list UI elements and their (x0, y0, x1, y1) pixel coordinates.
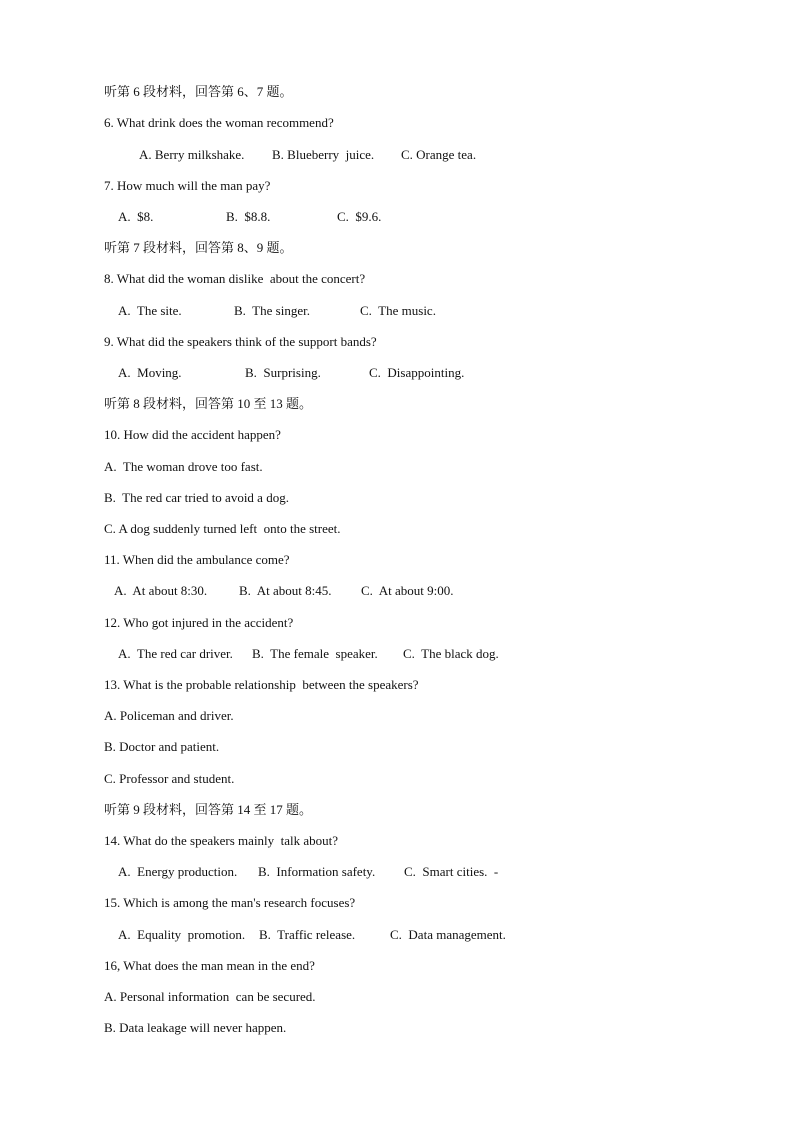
question-15-options (118, 927, 506, 943)
option-c: C. Disappointing. (369, 365, 465, 380)
question-8-options (118, 303, 436, 319)
question-13: 13. What is the probable relationship between the speakers? (104, 677, 419, 692)
option-a: A. The red car driver. (118, 646, 233, 661)
option-c: C. $9.6. (337, 209, 382, 224)
option-a: A. Energy production. (118, 864, 238, 879)
option-b: B. $8.8. (226, 209, 271, 224)
question-11-options (114, 583, 453, 599)
question-16-option-a: A. Personal information can be secured. (104, 989, 316, 1004)
question-13-option-c: C. Professor and student. (104, 771, 235, 786)
option-a: A. Moving. (118, 365, 182, 380)
question-10: 10. How did the accident happen? (104, 427, 281, 442)
option-b: B. Information safety. (258, 864, 376, 879)
question-7: 7. How much will the man pay? (104, 178, 271, 193)
option-a: A. At about 8:30. (114, 583, 208, 598)
question-6-options (139, 147, 476, 163)
option-a: A. Berry milkshake. (139, 147, 245, 162)
option-a: A. The site. (118, 303, 182, 318)
option-a: A. $8. (118, 209, 154, 224)
option-b: B. Blueberry juice. (272, 147, 375, 162)
question-13-option-b: B. Doctor and patient. (104, 739, 220, 754)
question-9: 9. What did the speakers think of the support bands? (104, 334, 377, 349)
option-c: C. Data management. (390, 927, 506, 942)
option-b: B. The singer. (234, 303, 310, 318)
question-11: 11. When did the ambulance come? (104, 552, 290, 567)
question-8: 8. What did the woman dislike about the concert? (104, 271, 366, 286)
question-7-options (118, 209, 381, 225)
option-a: A. Equality promotion. (118, 927, 246, 942)
question-10-option-a: A. The woman drove too fast. (104, 459, 263, 474)
option-c: C. At about 9:00. (361, 583, 454, 598)
question-12: 12. Who got injured in the accident? (104, 615, 294, 630)
question-16: 16, What does the man mean in the end? (104, 958, 315, 973)
question-10-option-c: C. A dog suddenly turned left onto the street. (104, 521, 341, 536)
option-b: B. The female speaker. (252, 646, 378, 661)
question-14: 14. What do the speakers mainly talk about? (104, 833, 339, 848)
option-c: C. The music. (360, 303, 436, 318)
section-header-8: 听第 8 段材料，回答第 10 至 13 题。 (104, 396, 313, 411)
question-10-option-b: B. The red car tried to avoid a dog. (104, 490, 289, 505)
question-13-option-a: A. Policeman and driver. (104, 708, 234, 723)
section-header-6: 听第 6 段材料，回答第 6、7 题。 (104, 84, 293, 99)
question-12-options (118, 646, 499, 662)
section-header-9: 听第 9 段材料，回答第 14 至 17 题。 (104, 802, 313, 817)
option-c: C. The black dog. (403, 646, 499, 661)
option-b: B. Surprising. (245, 365, 321, 380)
option-b: B. At about 8:45. (239, 583, 332, 598)
option-b: B. Traffic release. (259, 927, 356, 942)
option-c: C. Smart cities. - (404, 864, 499, 879)
question-6: 6. What drink does the woman recommend? (104, 115, 334, 130)
question-16-option-b: B. Data leakage will never happen. (104, 1020, 287, 1035)
question-14-options (118, 864, 498, 880)
question-15: 15. Which is among the man's research focuses? (104, 895, 356, 910)
section-header-7: 听第 7 段材料，回答第 8、9 题。 (104, 240, 293, 255)
question-9-options (118, 365, 464, 381)
option-c: C. Orange tea. (401, 147, 477, 162)
